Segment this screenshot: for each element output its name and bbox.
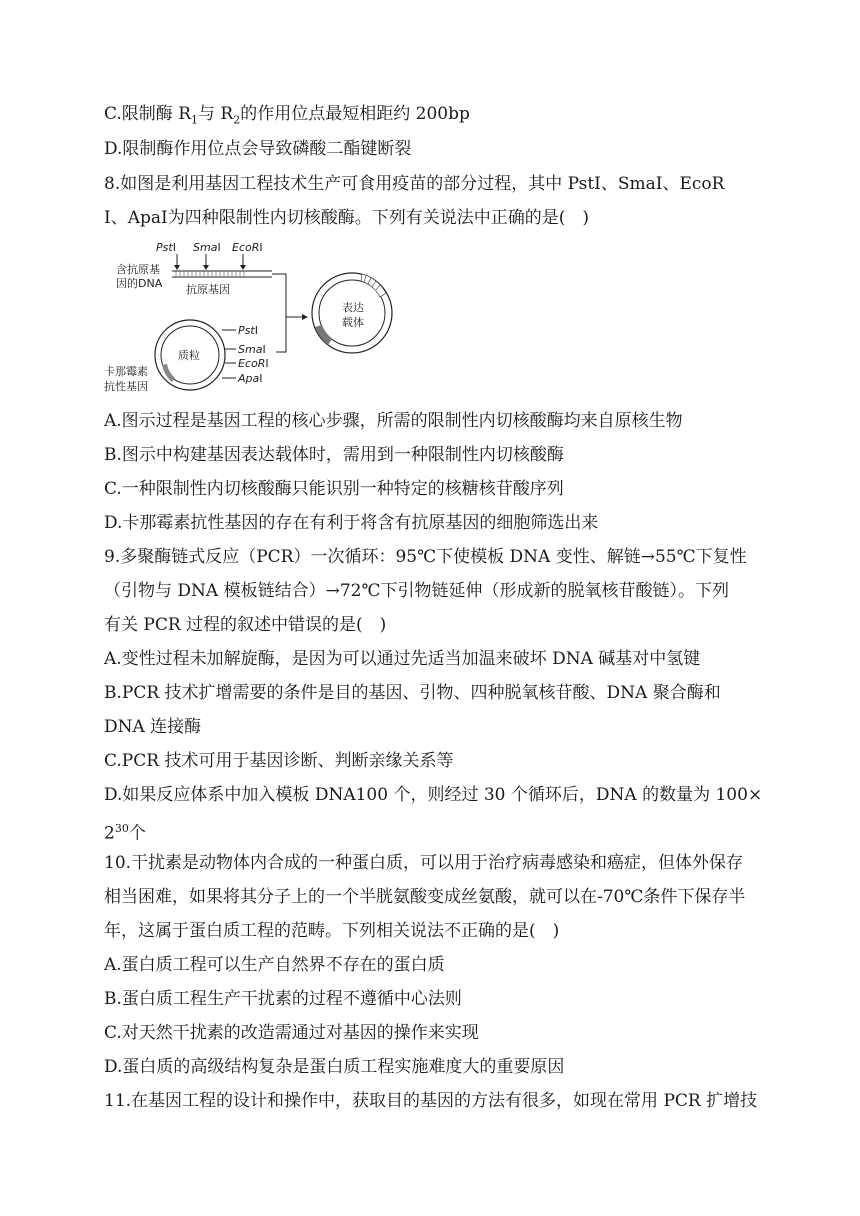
label-antigen-gene: 抗原基因 <box>186 283 230 296</box>
q9-stem-line1: 9.多聚酶链式反应（PCR）一次循环：95℃下使模板 DNA 变性、解链→55℃下复性 <box>104 547 747 567</box>
q10-stem-line3: 年，这属于蛋白质工程的范畴。下列相关说法不正确的是( ) <box>104 921 560 941</box>
q9-stem-line2: （引物与 DNA 模板链结合）→72℃下引物链延伸（形成新的脱氧核苷酸链）。下列 <box>104 581 729 601</box>
connector-arrow-head <box>302 314 308 320</box>
dna-strand <box>172 271 272 277</box>
enzyme-label-sma-top: SmaⅠ <box>193 241 221 254</box>
plasmid-site-pointers <box>222 330 236 378</box>
q10-option-d: D.蛋白质的高级结构复杂是蛋白质工程实施难度大的重要原因 <box>104 1057 565 1077</box>
q7-option-d: D.限制酶作用位点会导致磷酸二酯键断裂 <box>104 139 412 159</box>
q8-option-c: C.一种限制性内切核酸酶只能识别一种特定的核糖核苷酸序列 <box>104 479 564 499</box>
q8-option-d: D.卡那霉素抗性基因的存在有利于将含有抗原基因的细胞筛选出来 <box>104 513 599 533</box>
expression-vector <box>312 273 392 353</box>
q7-option-c <box>104 103 470 131</box>
q9-stem-line3: 有关 PCR 过程的叙述中错误的是( ) <box>104 615 387 635</box>
label-resist-line2: 抗性基因 <box>104 380 148 393</box>
text: 与 R <box>198 104 234 124</box>
enzyme-label-pst-top: PstⅠ <box>156 241 176 254</box>
q8-option-b: B.图示中构建基因表达载体时，需用到一种限制性内切核酸酶 <box>104 445 564 465</box>
label-resist-line1: 卡那霉素 <box>104 365 148 378</box>
q8-figure <box>100 237 420 397</box>
text: 的作用位点最短相距约 200bp <box>240 104 470 124</box>
q9-option-b-line1: B.PCR 技术扩增需要的条件是目的基因、引物、四种脱氧核苷酸、DNA 聚合酶和 <box>104 683 721 703</box>
q10-stem-line1: 10.干扰素是动物体内合成的一种蛋白质，可以用于治疗病毒感染和癌症，但体外保存 <box>104 853 744 873</box>
subscript: 2 <box>233 113 241 127</box>
q8-option-a: A.图示过程是基因工程的核心步骤，所需的限制性内切核酸酶均来自原核生物 <box>104 411 683 431</box>
q9-option-b-line2: DNA 连接酶 <box>104 717 202 737</box>
plasmid <box>155 320 225 390</box>
enzyme-label-ecor-top: EcoRⅠ <box>232 241 263 254</box>
subscript: 1 <box>191 113 199 127</box>
q9-option-a: A.变性过程未加解旋酶，是因为可以通过先适当加温来破坏 DNA 碱基对中氢键 <box>104 649 701 669</box>
enzyme-label-apa-plasmid: ApaⅠ <box>238 372 263 385</box>
enzyme-label-pst-plasmid: PstⅠ <box>238 324 258 337</box>
connector-lines <box>272 274 304 352</box>
label-dna-line2: 因的DNA <box>116 277 163 290</box>
q10-option-b: B.蛋白质工程生产干扰素的过程不遵循中心法则 <box>104 989 462 1009</box>
q8-stem-line1: 8.如图是利用基因工程技术生产可食用疫苗的部分过程，其中 PstⅠ、SmaⅠ、EcoR <box>104 174 725 194</box>
arrow-heads <box>174 265 246 270</box>
enzyme-label-sma-plasmid: SmaⅠ <box>238 343 266 356</box>
label-vector-line1: 表达 <box>342 301 364 314</box>
label-plasmid: 质粒 <box>178 349 200 362</box>
label-dna-line1: 含抗原基 <box>116 263 160 276</box>
enzyme-label-ecor-plasmid: EcoRⅠ <box>238 357 269 370</box>
text: 个 <box>128 823 146 844</box>
q9-option-d-line1: D.如果反应体系中加入模板 DNA100 个，则经过 30 个循环后，DNA 的数量为 100× <box>104 785 763 805</box>
gene-engineering-diagram <box>100 237 420 397</box>
q10-option-c: C.对天然干扰素的改造需通过对基因的操作来实现 <box>104 1023 479 1043</box>
q8-stem-line2: Ⅰ、ApaⅠ为四种限制性内切核酸酶。下列有关说法中正确的是( ) <box>104 208 589 228</box>
text: 2 <box>104 823 115 844</box>
q9-option-c: C.PCR 技术可用于基因诊断、判断亲缘关系等 <box>104 751 454 771</box>
superscript: 30 <box>114 822 129 835</box>
cut-arrows <box>177 254 243 268</box>
q11-stem-line1: 11.在基因工程的设计和操作中，获取目的基因的方法有很多，如现在常用 PCR 扩增技 <box>104 1091 758 1111</box>
q10-stem-line2: 相当困难，如果将其分子上的一个半胱氨酸变成丝氨酸，就可以在-70℃条件下保存半 <box>104 887 746 907</box>
q10-option-a: A.蛋白质工程可以生产自然界不存在的蛋白质 <box>104 955 445 975</box>
q9-option-d-line2 <box>104 818 146 845</box>
text: C.限制酶 R <box>104 104 192 124</box>
label-vector-line2: 载体 <box>342 316 364 329</box>
